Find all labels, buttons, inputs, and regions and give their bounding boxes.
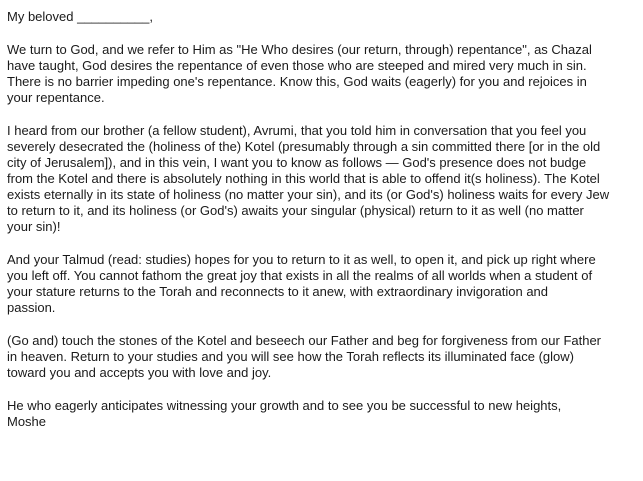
paragraph-line: exists eternally in its state of holiness (no matter your sin), and its (or God's) holiness waits for every Jew: [7, 187, 610, 202]
paragraph-line: your stature returns to the Torah and reconnects to it anew, with extraordinary invigoration and: [7, 284, 549, 299]
paragraph-line: I heard from our brother (a fellow student), Avrumi, that you told him in conversation that you feel you: [7, 123, 587, 138]
paragraph-1: [7, 42, 639, 106]
paragraph-line: toward you and accepts you with love and joy.: [7, 365, 272, 380]
paragraph-line: have taught, God desires the repentance of even those who are steeped and mired very much in sin.: [7, 58, 587, 73]
paragraph-3: [7, 252, 639, 316]
paragraph-line: severely desecrated the (holiness of the) Kotel (presumably through a sin committed there [or in the old: [7, 139, 601, 154]
paragraph-line: your sin)!: [7, 219, 61, 234]
signature: Moshe: [7, 414, 47, 429]
paragraph-line: And your Talmud (read: studies) hopes for you to return to it as well, to open it, and pick up right where: [7, 252, 596, 267]
paragraph-line: to return to it, and its holiness (or God's) awaits your singular (physical) return to it as well (no matter: [7, 203, 584, 218]
paragraph-2: [7, 123, 639, 235]
paragraph-line: you left off. You cannot fathom the great joy that exists in all the realms of all worlds when a student of: [7, 268, 593, 283]
letter-document: [7, 9, 639, 430]
paragraph-line: There is no barrier impeding one's repentance. Know this, God waits (eagerly) for you and rejoices in: [7, 74, 587, 89]
salutation: [7, 9, 639, 25]
closing-line: He who eagerly anticipates witnessing your growth and to see you be successful to new heights,: [7, 398, 562, 413]
paragraph-4: [7, 333, 639, 381]
paragraph-line: your repentance.: [7, 90, 105, 105]
paragraph-line: (Go and) touch the stones of the Kotel and beseech our Father and beg for forgiveness from our Father: [7, 333, 602, 348]
paragraph-line: from the Kotel and there is absolutely nothing in this world that is able to offend it(s holiness). The Kotel: [7, 171, 600, 186]
sign-off: [7, 398, 639, 430]
salutation-line: My beloved __________,: [7, 9, 154, 24]
paragraph-line: in heaven. Return to your studies and you will see how the Torah reflects its illuminated face (glow): [7, 349, 574, 364]
paragraph-line: We turn to God, and we refer to Him as "He Who desires (our return, through) repentance", as Chazal: [7, 42, 592, 57]
paragraph-line: city of Jerusalem]), and in this vein, I want you to know as follows — God's presence does not budge: [7, 155, 587, 170]
paragraph-line: passion.: [7, 300, 56, 315]
